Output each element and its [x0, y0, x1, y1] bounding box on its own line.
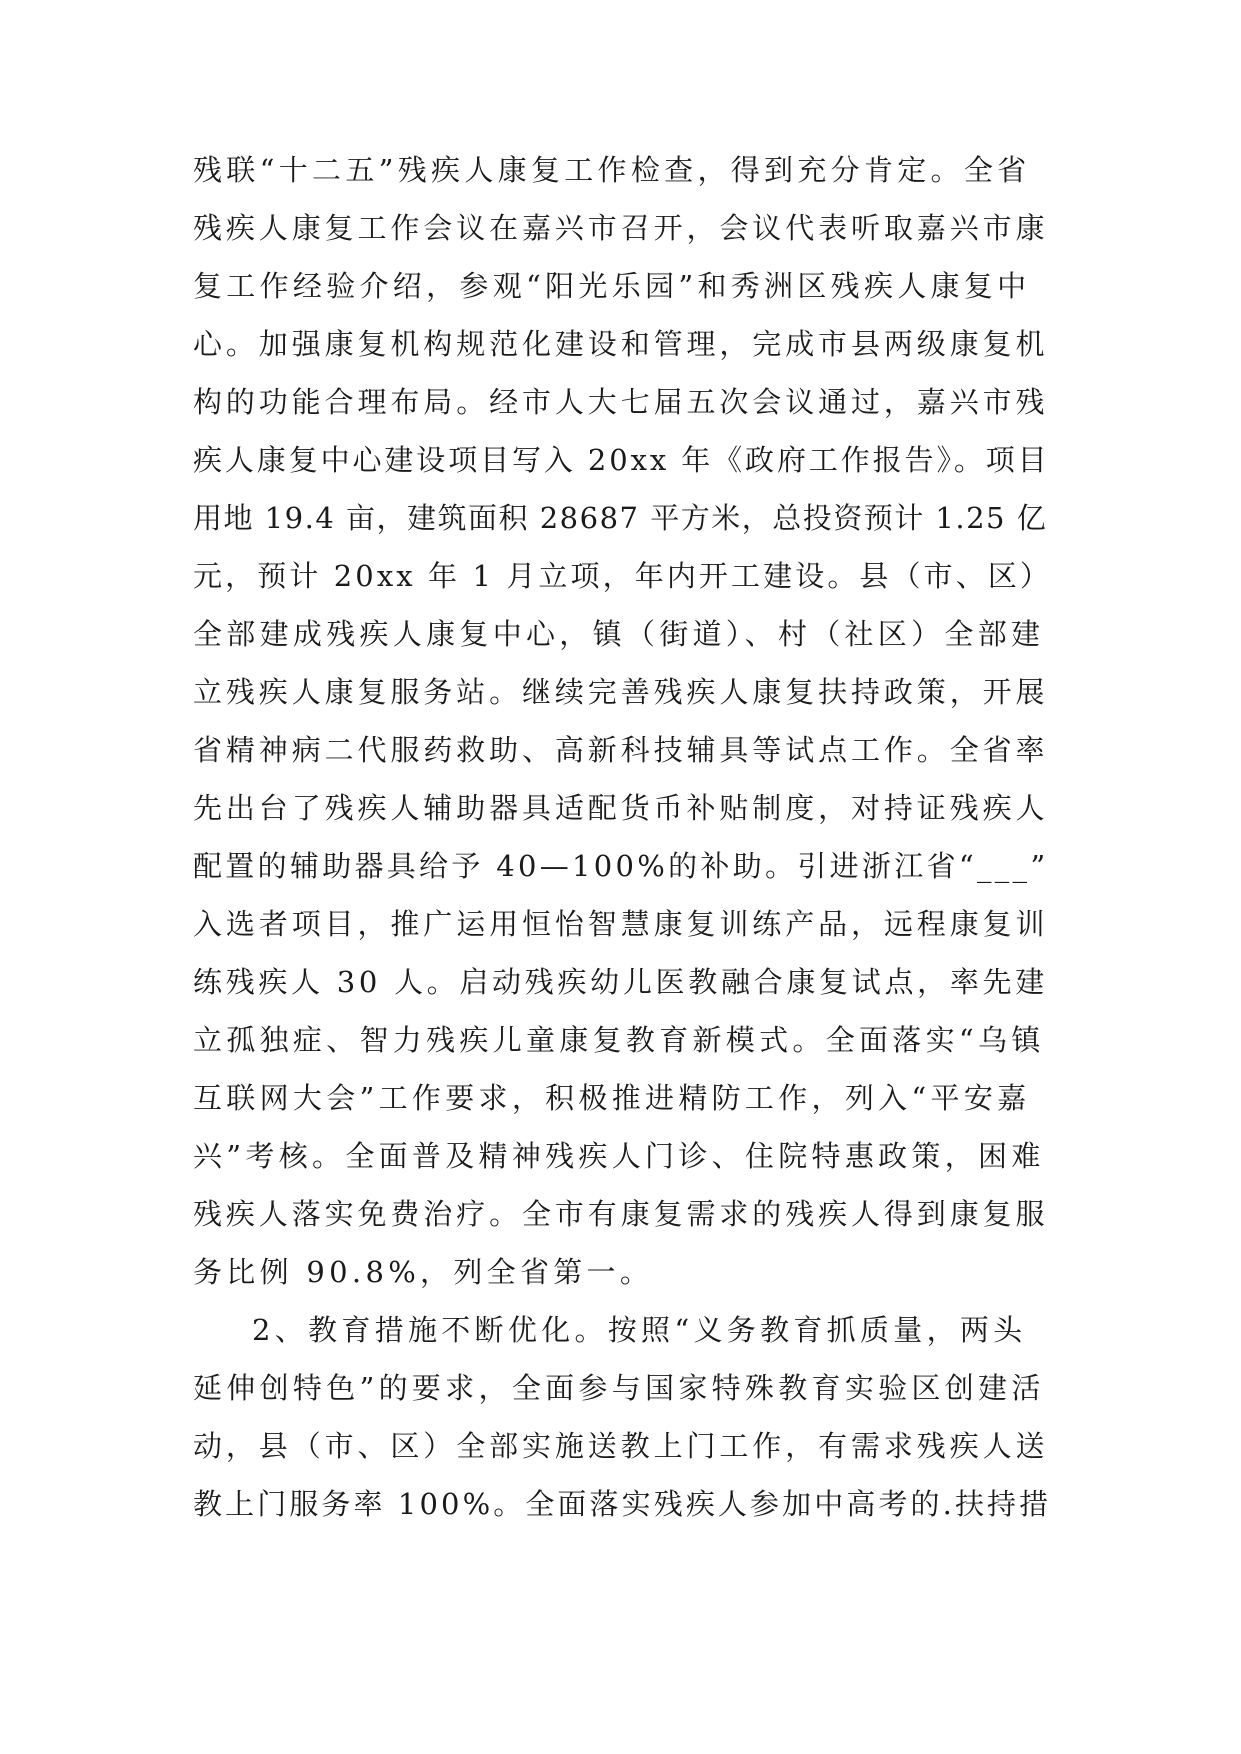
- text-line: 务比例 90.8%，列全省第一。: [193, 1255, 654, 1289]
- text-line: 省精神病二代服药救助、高新科技辅具等试点工作。全省率: [193, 733, 1049, 767]
- text-line: 兴”考核。全面普及精神残疾人门诊、住院特惠政策，困难: [193, 1139, 1045, 1173]
- text-line: 立孤独症、智力残疾儿童康复教育新模式。全面落实“乌镇: [193, 1023, 1045, 1057]
- text-line: 先出台了残疾人辅助器具适配货币补贴制度，对持证残疾人: [193, 791, 1049, 825]
- text-line: 残疾人落实免费治疗。全市有康复需求的残疾人得到康复服: [193, 1197, 1049, 1231]
- text-line: 疾人康复中心建设项目写入 20xx 年《政府工作报告》。项目: [193, 443, 1050, 477]
- text-line: 元，预计 20xx 年 1 月立项，年内开工建设。县（市、区）: [193, 559, 1053, 593]
- text-line: 用地 19.4 亩，建筑面积 28687 平方米，总投资预计 1.25 亿: [193, 501, 1048, 535]
- text-line: 立残疾人康复服务站。继续完善残疾人康复扶持政策，开展: [193, 675, 1049, 709]
- text-line: 复工作经验介绍，参观“阳光乐园”和秀洲区残疾人康复中: [193, 269, 1031, 303]
- text-line: 构的功能合理布局。经市人大七届五次会议通过，嘉兴市残: [193, 385, 1049, 419]
- text-line: 配置的辅助器具给予 40—100%的补助。引进浙江省“___”: [193, 849, 1049, 883]
- text-line: 互联网大会”工作要求，积极推进精防工作，列入“平安嘉: [193, 1081, 1031, 1115]
- paragraph-first-line: 2、教育措施不断优化。按照“义务教育抓质量，两头: [252, 1313, 1027, 1347]
- text-line: 练残疾人 30 人。启动残疾幼儿医教融合康复试点，率先建: [193, 965, 1048, 999]
- text-line: 入选者项目，推广运用恒怡智慧康复训练产品，远程康复训: [193, 907, 1049, 941]
- text-line: 残联“十二五”残疾人康复工作检查，得到充分肯定。全省: [193, 153, 1031, 187]
- text-line: 残疾人康复工作会议在嘉兴市召开，会议代表听取嘉兴市康: [193, 211, 1049, 245]
- text-line: 全部建成残疾人康复中心，镇（街道）、村（社区）全部建: [193, 617, 1045, 651]
- text-line: 延伸创特色”的要求，全面参与国家特殊教育实验区创建活: [193, 1371, 1045, 1405]
- text-line: 教上门服务率 100%。全面落实残疾人参加中高考的.扶持措: [193, 1487, 1052, 1521]
- text-line: 动，县（市、区）全部实施送教上门工作，有需求残疾人送: [193, 1429, 1049, 1463]
- text-line: 心。加强康复机构规范化建设和管理，完成市县两级康复机: [193, 327, 1049, 361]
